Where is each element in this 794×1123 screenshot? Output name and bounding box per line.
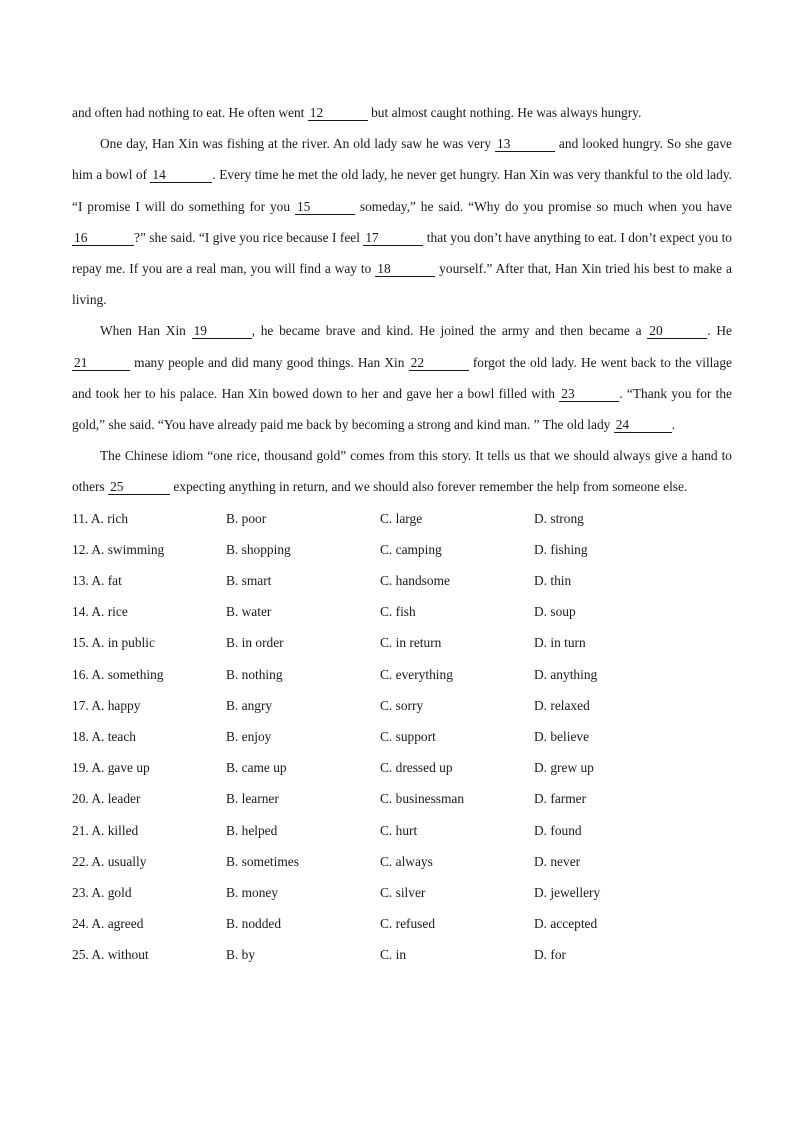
option-d: D. anything bbox=[534, 666, 598, 682]
option-c: C. camping bbox=[380, 541, 442, 557]
option-d: D. for bbox=[534, 947, 566, 963]
option-d: D. soup bbox=[534, 604, 576, 620]
question-row-18 bbox=[72, 721, 732, 752]
passage-text: many people and did many good things. Han Xin bbox=[130, 354, 409, 370]
blank-24: 24 bbox=[614, 418, 672, 433]
passage-text: . “Thank you for the gold,” she said. “You have already paid me back by becoming a strong and kind man. ” The old lady bbox=[72, 385, 732, 433]
passage-text: When Han Xin bbox=[100, 323, 192, 339]
option-c: C. silver bbox=[380, 884, 426, 900]
blank-17: 17 bbox=[363, 231, 423, 246]
passage-text: One day, Han Xin was fishing at the river. An old lady saw he was very bbox=[100, 136, 496, 152]
blank-25: 25 bbox=[108, 480, 170, 495]
option-a: 17. A. happy bbox=[72, 697, 141, 713]
option-a: 20. A. leader bbox=[72, 791, 141, 807]
answer-options bbox=[72, 503, 732, 971]
option-a: 14. A. rice bbox=[72, 604, 128, 620]
option-a: 16. A. something bbox=[72, 666, 164, 682]
option-b: B. came up bbox=[226, 760, 287, 776]
blank-14: 14 bbox=[150, 168, 212, 183]
question-row-12 bbox=[72, 534, 732, 565]
passage-paragraph-0 bbox=[72, 97, 732, 128]
passage-text: . Every time he met the old lady, he never get hungry. Han Xin was very thankful to the old lady. “I promise I will do something for you bbox=[72, 167, 732, 214]
option-d: D. accepted bbox=[534, 916, 598, 932]
question-row-14 bbox=[72, 596, 732, 627]
option-a: 15. A. in public bbox=[72, 635, 155, 651]
passage-text: someday,” he said. “Why do you promise so much when you have bbox=[354, 198, 732, 214]
question-row-15 bbox=[72, 627, 732, 658]
question-row-22 bbox=[72, 846, 732, 877]
option-b: B. money bbox=[226, 884, 279, 900]
question-row-19 bbox=[72, 752, 732, 783]
passage-paragraph-1 bbox=[72, 128, 732, 315]
option-b: B. smart bbox=[226, 573, 272, 589]
option-c: C. handsome bbox=[380, 573, 450, 589]
option-c: C. everything bbox=[380, 666, 453, 682]
blank-16: 16 bbox=[72, 231, 134, 246]
option-d: D. strong bbox=[534, 510, 584, 526]
passage-text: yourself.” After that, Han Xin tried his best to make a living. bbox=[72, 261, 732, 308]
passage-text: , he became brave and kind. He joined the army and then became a bbox=[251, 323, 648, 339]
option-b: B. enjoy bbox=[226, 728, 272, 744]
blank-20: 20 bbox=[647, 324, 707, 339]
option-a: 25. A. without bbox=[72, 947, 149, 963]
blank-12: 12 bbox=[308, 106, 368, 121]
passage-paragraph-2 bbox=[72, 315, 732, 440]
option-a: 23. A. gold bbox=[72, 884, 132, 900]
option-d: D. farmer bbox=[534, 791, 587, 807]
option-c: C. dressed up bbox=[380, 760, 453, 776]
option-d: D. in turn bbox=[534, 635, 586, 651]
question-row-16 bbox=[72, 659, 732, 690]
blank-22: 22 bbox=[409, 356, 469, 371]
passage-text: but almost caught nothing. He was always hungry. bbox=[367, 105, 642, 120]
option-a: 19. A. gave up bbox=[72, 760, 150, 776]
blank-13: 13 bbox=[495, 137, 555, 152]
option-c: C. hurt bbox=[380, 822, 418, 838]
option-d: D. never bbox=[534, 853, 581, 869]
option-b: B. in order bbox=[226, 635, 284, 651]
option-d: D. jewellery bbox=[534, 884, 601, 900]
option-b: B. angry bbox=[226, 697, 273, 713]
passage-text: and often had nothing to eat. He often went bbox=[72, 105, 308, 120]
option-a: 22. A. usually bbox=[72, 853, 147, 869]
question-row-23 bbox=[72, 877, 732, 908]
option-d: D. thin bbox=[534, 573, 572, 589]
option-a: 18. A. teach bbox=[72, 728, 136, 744]
option-c: C. large bbox=[380, 510, 423, 526]
question-row-21 bbox=[72, 815, 732, 846]
option-a: 12. A. swimming bbox=[72, 541, 165, 557]
option-b: B. poor bbox=[226, 510, 267, 526]
passage-text: . bbox=[671, 417, 676, 433]
passage-text: expecting anything in return, and we should also forever remember the help from someone else. bbox=[170, 479, 688, 495]
option-b: B. learner bbox=[226, 791, 279, 807]
passage-text: The Chinese idiom “one rice, thousand gold” comes from this story. It tells us that we should always give a hand to others bbox=[72, 448, 732, 495]
blank-19: 19 bbox=[192, 324, 252, 339]
option-d: D. grew up bbox=[534, 760, 594, 776]
option-c: C. support bbox=[380, 728, 436, 744]
option-c: C. sorry bbox=[380, 697, 424, 713]
blank-23: 23 bbox=[559, 387, 619, 402]
blank-21: 21 bbox=[72, 356, 130, 371]
option-d: D. believe bbox=[534, 728, 590, 744]
question-row-11 bbox=[72, 503, 732, 534]
option-c: C. in return bbox=[380, 635, 442, 651]
option-c: C. businessman bbox=[380, 791, 465, 807]
option-d: D. relaxed bbox=[534, 697, 590, 713]
option-c: C. fish bbox=[380, 604, 416, 620]
option-c: C. always bbox=[380, 853, 433, 869]
option-a: 21. A. killed bbox=[72, 822, 139, 838]
option-b: B. by bbox=[226, 947, 256, 963]
question-row-17 bbox=[72, 690, 732, 721]
option-c: C. in bbox=[380, 947, 407, 963]
document-page bbox=[72, 97, 732, 970]
question-row-13 bbox=[72, 565, 732, 596]
option-c: C. refused bbox=[380, 916, 436, 932]
question-row-20 bbox=[72, 783, 732, 814]
passage-text: that you don’t have anything to eat. I don’t expect you to repay me. If you are a real man, you will find a way to bbox=[72, 229, 732, 277]
passage-text: and looked hungry. So she gave him a bowl of bbox=[72, 136, 732, 183]
option-b: B. shopping bbox=[226, 541, 291, 557]
option-b: B. nothing bbox=[226, 666, 283, 682]
blank-18: 18 bbox=[375, 262, 435, 277]
option-b: B. nodded bbox=[226, 916, 282, 932]
option-a: 13. A. fat bbox=[72, 573, 122, 589]
passage-paragraph-3 bbox=[72, 440, 732, 502]
option-d: D. found bbox=[534, 822, 582, 838]
option-a: 11. A. rich bbox=[72, 510, 129, 526]
option-b: B. helped bbox=[226, 822, 278, 838]
passage-text: ?” she said. “I give you rice because I feel bbox=[134, 229, 364, 245]
question-row-25 bbox=[72, 939, 732, 970]
option-a: 24. A. agreed bbox=[72, 916, 144, 932]
blank-15: 15 bbox=[295, 200, 355, 215]
passage-text: forgot the old lady. He went back to the village and took her to his palace. Han Xin bowed down to her and gave her a bowl filled with bbox=[72, 354, 732, 401]
option-d: D. fishing bbox=[534, 541, 588, 557]
option-b: B. sometimes bbox=[226, 853, 299, 869]
option-b: B. water bbox=[226, 604, 272, 620]
passage-text: . He bbox=[707, 323, 733, 339]
question-row-24 bbox=[72, 908, 732, 939]
